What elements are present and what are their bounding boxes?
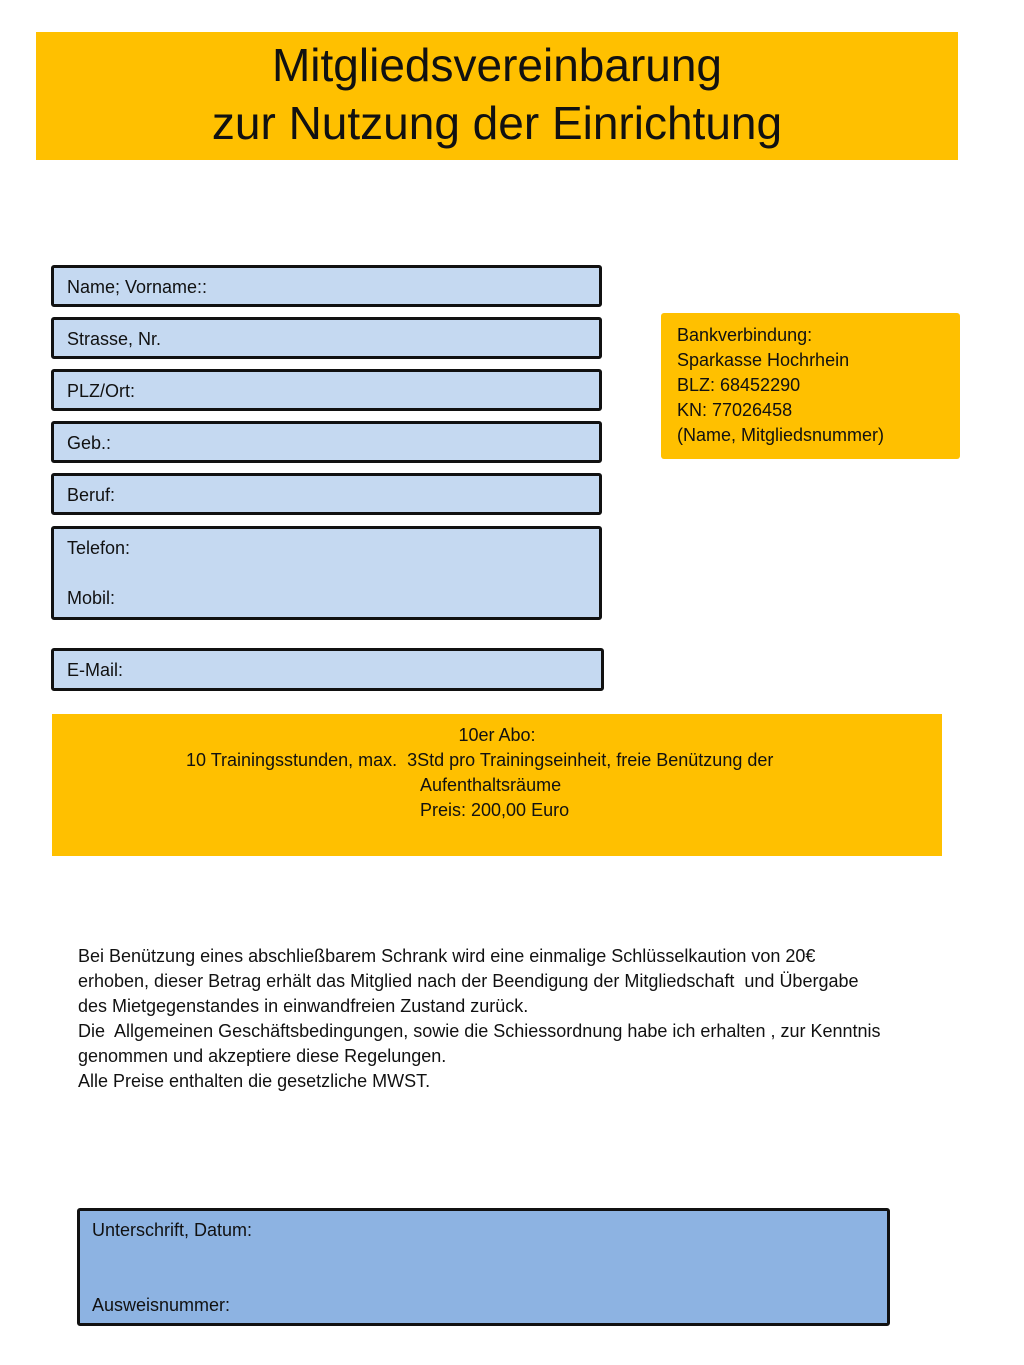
subscription-description-line-1: 10 Trainingsstunden, max. 3Std pro Trainingseinheit, freie Benützung der	[186, 750, 774, 770]
signature-date-label: Unterschrift, Datum:	[92, 1220, 253, 1240]
terms-line-3: des Mietgegenstandes in einwandfreien Zustand zurück.	[78, 996, 529, 1016]
name-field-label: Name; Vorname::	[67, 277, 208, 297]
occupation-field[interactable]	[51, 473, 602, 515]
subscription-description-line-2: Aufenthaltsräume	[420, 775, 562, 795]
bank-blz: BLZ: 68452290	[677, 375, 801, 395]
signature-field[interactable]	[77, 1208, 890, 1326]
terms-line-2: erhoben, dieser Betrag erhält das Mitglied nach der Beendigung der Mitgliedschaft und Übergabe	[78, 971, 859, 991]
terms-line-6: Alle Preise enthalten die gesetzliche MWST.	[78, 1071, 431, 1091]
bank-account-number: KN: 77026458	[677, 400, 793, 420]
birthdate-field[interactable]	[51, 421, 602, 463]
bank-heading: Bankverbindung:	[677, 325, 813, 345]
email-field[interactable]	[51, 648, 604, 691]
plz-city-field-label: PLZ/Ort:	[67, 381, 136, 401]
subscription-price: Preis: 200,00 Euro	[420, 800, 570, 820]
subscription-title: 10er Abo:	[458, 725, 536, 745]
terms-line-5: genommen und akzeptiere diese Regelungen.	[78, 1046, 447, 1066]
birthdate-field-label: Geb.:	[67, 433, 112, 453]
subscription-box	[52, 714, 942, 856]
terms-line-4: Die Allgemeinen Geschäftsbedingungen, sowie die Schiessordnung habe ich erhalten , zur Kenntnis	[78, 1021, 881, 1041]
terms-line-1: Bei Benützung eines abschließbarem Schrank wird eine einmalige Schlüsselkaution von 20€	[78, 946, 816, 966]
name-field[interactable]	[51, 265, 602, 307]
bank-name: Sparkasse Hochrhein	[677, 350, 850, 370]
street-field[interactable]	[51, 317, 602, 359]
occupation-field-label: Beruf:	[67, 485, 116, 505]
phone-field[interactable]	[51, 526, 602, 620]
plz-city-field[interactable]	[51, 369, 602, 411]
terms-text	[78, 944, 958, 1094]
phone-spacer	[67, 559, 599, 587]
signature-spacer	[92, 1241, 887, 1294]
page-title-line-1: Mitgliedsvereinbarung	[271, 39, 723, 91]
mobile-field-label: Mobil:	[67, 588, 116, 608]
page-title-line-2: zur Nutzung der Einrichtung	[211, 97, 783, 149]
street-field-label: Strasse, Nr.	[67, 329, 162, 349]
bank-details-box	[661, 313, 960, 459]
title-banner	[36, 32, 958, 160]
phone-field-label: Telefon:	[67, 538, 131, 558]
bank-reference: (Name, Mitgliedsnummer)	[677, 425, 885, 445]
id-number-label: Ausweisnummer:	[92, 1295, 231, 1315]
email-field-label: E-Mail:	[67, 660, 124, 680]
